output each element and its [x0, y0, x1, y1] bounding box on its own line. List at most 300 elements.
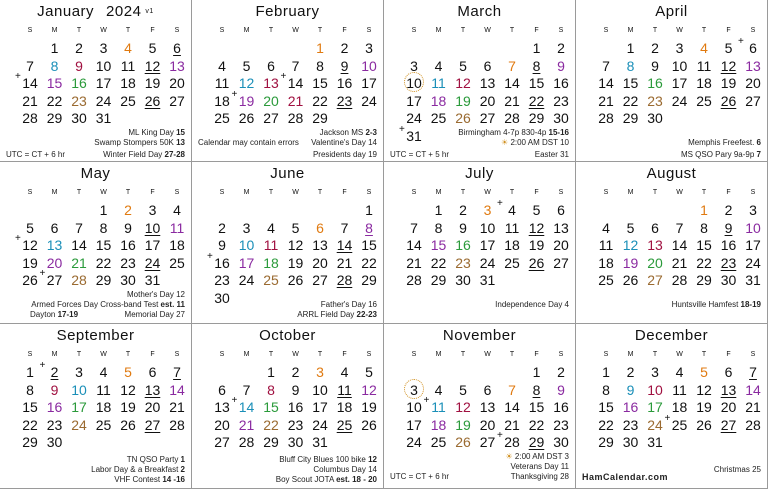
weekday-label: S	[603, 189, 609, 196]
day-cell: 4	[173, 202, 181, 218]
day-cell: 19	[528, 237, 545, 253]
day-cell: 25	[263, 272, 279, 288]
weekday-label: S	[750, 189, 756, 196]
day-cell: + 2	[43, 364, 67, 380]
day-cell: 15	[22, 399, 38, 415]
day-cell: 29	[22, 434, 38, 450]
day-cell: 12	[120, 381, 136, 398]
day-cell: 3	[675, 40, 684, 56]
weekday-label: T	[509, 189, 515, 196]
day-cell: 12	[696, 381, 712, 398]
day-cell: 3	[148, 202, 157, 218]
day-cell: 30	[46, 434, 63, 450]
day-cell: 5	[365, 364, 373, 380]
day-cell: 7	[602, 57, 610, 74]
day-cell: 10	[479, 219, 496, 236]
day-cell: 29	[528, 434, 545, 450]
day-cell: 21	[406, 254, 422, 271]
day-cell: 6	[148, 364, 157, 380]
day-cell: 10	[402, 75, 426, 91]
day-cell: 5	[459, 57, 467, 74]
day-cell: 15	[95, 237, 112, 253]
weekday-label: S	[27, 27, 33, 34]
month-title: August	[646, 165, 697, 182]
day-cell: 24	[745, 254, 761, 271]
day-cell: 5	[724, 40, 733, 56]
day-cell: 8	[532, 57, 541, 74]
day-cell: 15	[430, 237, 447, 253]
month-title: February	[255, 3, 320, 20]
day-cell: 9	[75, 57, 83, 74]
day-cell: 20	[745, 75, 761, 91]
weekday-label: M	[435, 351, 442, 358]
day-cell: 10	[361, 57, 377, 74]
day-cell: 17	[312, 399, 328, 415]
day-cell: 18	[696, 75, 712, 91]
day-cell: 18	[430, 92, 447, 109]
day-cell: 28	[169, 416, 185, 433]
day-cell: 9	[291, 381, 300, 398]
day-cell: 22	[46, 92, 63, 109]
day-cell: 7	[508, 57, 516, 74]
day-cell: 6	[173, 40, 181, 56]
event-note: ARRL Field Day 22-23	[297, 310, 377, 319]
event-note: Bluff City Blues 100 bike 12	[279, 455, 377, 464]
day-cell: 2	[124, 202, 132, 218]
day-cell: 29	[361, 272, 377, 288]
day-cell: 30	[455, 272, 471, 288]
day-cell: 20	[647, 254, 663, 271]
day-cell: 20	[553, 237, 569, 253]
day-cell: 5	[26, 219, 34, 236]
day-cell: 25	[169, 254, 185, 271]
event-note: UTC = CT + 6 hr	[390, 472, 449, 481]
day-cell: 11	[169, 219, 185, 236]
day-cell: 22	[361, 254, 377, 271]
day-cell: 26	[455, 434, 471, 450]
weekday-label: W	[484, 27, 491, 34]
day-cell: 25	[430, 434, 447, 450]
weekday-label: M	[627, 189, 634, 196]
day-cell: 1	[267, 364, 275, 380]
weekday-label: F	[726, 351, 731, 358]
day-cell: 13	[479, 75, 496, 91]
day-cell: 17	[647, 399, 663, 415]
day-cell: 28	[745, 416, 761, 433]
day-cell: 4	[434, 381, 443, 398]
month-february	[192, 0, 384, 162]
event-note: Winter Field Day 27-28	[103, 150, 185, 159]
weekday-label: T	[125, 351, 131, 358]
month-april	[576, 0, 768, 162]
day-cell: 9	[218, 237, 226, 253]
day-cell: 9	[50, 381, 59, 398]
day-cell: + 31	[402, 128, 426, 144]
day-cell: 9	[724, 219, 733, 236]
weekday-label: M	[627, 27, 634, 34]
day-cell: 8	[267, 381, 275, 398]
day-cell: 16	[336, 75, 353, 91]
day-cell: 29	[430, 272, 447, 288]
day-cell: 7	[508, 381, 516, 398]
weekday-label: S	[366, 189, 372, 196]
day-cell: 14	[671, 237, 688, 253]
day-cell: + 19	[235, 93, 259, 109]
day-cell: 24	[361, 92, 377, 109]
day-cell: 15	[528, 75, 545, 91]
day-cell: 2	[291, 364, 300, 380]
day-cell: 7	[675, 219, 684, 236]
weekday-label: M	[627, 351, 634, 358]
day-cell: 4	[602, 219, 610, 236]
day-cell: 4	[700, 40, 708, 56]
event-note: Mother's Day 12	[127, 290, 185, 299]
month-title: July	[465, 165, 494, 182]
day-cell: 18	[95, 399, 112, 415]
weekday-label: W	[676, 351, 683, 358]
day-cell: 1	[602, 364, 610, 380]
day-cell: 21	[169, 399, 185, 415]
weekday-label: F	[150, 351, 155, 358]
day-cell: 28	[287, 110, 304, 126]
day-cell: 28	[504, 110, 520, 126]
day-cell: 26	[622, 272, 639, 288]
day-cell: 16	[553, 399, 569, 415]
weekday-label: S	[366, 351, 372, 358]
weekday-label: S	[750, 351, 756, 358]
day-cell: 11	[696, 57, 712, 74]
day-cell: 3	[651, 364, 659, 380]
day-cell: 23	[214, 272, 230, 288]
day-cell: 1	[434, 202, 443, 218]
weekday-label: M	[51, 351, 58, 358]
weekday-label: F	[342, 351, 347, 358]
day-cell: 29	[95, 272, 112, 288]
weekday-label: T	[317, 189, 323, 196]
month-title: June	[270, 165, 305, 182]
day-cell: 8	[700, 219, 708, 236]
day-cell: 8	[434, 219, 443, 236]
day-cell: + 6	[741, 40, 765, 56]
event-note: Jackson MS 2-3	[319, 128, 377, 137]
event-note: UTC = CT + 5 hr	[390, 150, 449, 159]
day-cell: 20	[263, 92, 279, 109]
weekday-label: S	[558, 27, 564, 34]
day-cell: 25	[120, 92, 136, 109]
day-cell: 3	[483, 202, 492, 218]
day-cell: 1	[365, 202, 373, 218]
weekday-label: T	[701, 351, 707, 358]
weekday-label: T	[460, 27, 466, 34]
day-cell: + 11	[427, 399, 451, 415]
day-cell: + 27	[43, 272, 67, 288]
day-cell: 17	[144, 237, 161, 253]
day-cell: 21	[22, 92, 38, 109]
day-cell: 10	[71, 381, 87, 398]
day-cell: 19	[120, 399, 136, 415]
weekday-label: F	[726, 27, 731, 34]
weekday-label: T	[268, 351, 274, 358]
day-cell: 7	[26, 57, 34, 74]
day-cell: 18	[169, 237, 185, 253]
event-note: ☀ 2:00 AM DST 10	[501, 138, 569, 147]
month-august	[576, 162, 768, 324]
day-cell: 13	[46, 237, 63, 253]
day-cell: 13	[479, 399, 496, 415]
day-cell: 3	[316, 364, 324, 380]
day-cell: 16	[287, 399, 304, 415]
day-cell: 27	[479, 110, 496, 126]
day-cell: 15	[361, 237, 377, 253]
day-cell: 3	[99, 40, 108, 56]
month-october	[192, 324, 384, 489]
weekday-label: S	[174, 189, 180, 196]
weekday-label: M	[51, 27, 58, 34]
day-cell: 6	[483, 57, 492, 74]
day-cell: 28	[238, 434, 255, 450]
day-cell: 8	[99, 219, 108, 236]
day-cell: 11	[431, 75, 446, 91]
day-cell: 15	[46, 75, 63, 91]
day-cell: 31	[95, 110, 112, 126]
day-cell: 31	[144, 272, 161, 288]
day-cell: 5	[242, 57, 251, 74]
dst-sun-icon: ☀	[505, 452, 515, 461]
day-cell: 26	[720, 92, 737, 109]
event-note: Swamp Stompers 50K 13	[94, 138, 185, 147]
day-cell: 22	[622, 92, 639, 109]
weekday-label: M	[243, 351, 250, 358]
month-title: May	[80, 165, 111, 182]
day-cell: 1	[26, 364, 34, 380]
day-cell: 18	[430, 416, 447, 433]
day-cell: 25	[95, 416, 112, 433]
day-cell: 8	[26, 381, 34, 398]
day-cell: 30	[287, 434, 304, 450]
day-cell: 30	[647, 110, 663, 126]
weekday-label: F	[342, 189, 347, 196]
day-cell: 24	[671, 92, 688, 109]
weekday-label: W	[676, 189, 683, 196]
event-note: VHF Contest 14 -16	[114, 475, 185, 484]
day-cell: 8	[50, 57, 59, 74]
day-cell: 21	[504, 416, 520, 433]
day-cell: 10	[745, 219, 761, 236]
event-note: Birmingham 4-7p 830-4p 15-16	[458, 128, 569, 137]
weekday-label: F	[726, 189, 731, 196]
day-cell: 29	[528, 110, 545, 126]
day-cell: 24	[406, 434, 422, 450]
day-cell: 19	[696, 399, 712, 415]
day-cell: 4	[675, 364, 684, 380]
weekday-label: S	[27, 189, 33, 196]
day-cell: 19	[622, 254, 639, 271]
day-cell: 14	[598, 75, 614, 91]
month-march	[384, 0, 576, 162]
event-note: Memphis Freefest. 6	[688, 138, 761, 147]
weekday-label: S	[27, 351, 33, 358]
weekday-label: W	[292, 351, 299, 358]
day-cell: + 25	[668, 417, 692, 433]
weekday-label: F	[150, 27, 155, 34]
day-cell: 22	[696, 254, 712, 271]
event-note: TN QSO Party 1	[126, 455, 185, 464]
day-cell: 6	[218, 381, 226, 398]
weekday-label: S	[174, 351, 180, 358]
day-cell: 6	[50, 219, 59, 236]
day-cell: 23	[46, 416, 63, 433]
day-cell: 2	[724, 202, 733, 218]
day-cell: 17	[95, 75, 112, 91]
day-cell: 24	[238, 272, 255, 288]
day-cell: 17	[238, 254, 255, 271]
day-cell: 15	[622, 75, 639, 91]
event-note: Easter 31	[534, 150, 569, 159]
day-cell: 25	[598, 272, 614, 288]
day-cell: 12	[144, 57, 161, 74]
day-cell: 11	[504, 219, 520, 236]
day-cell: 6	[483, 381, 492, 398]
day-cell: 3	[410, 57, 418, 74]
day-cell: 24	[406, 110, 422, 126]
day-cell: + 4	[500, 202, 524, 218]
month-may	[0, 162, 192, 324]
event-note: Independence Day 4	[495, 300, 569, 309]
event-note: Thanksgiving 28	[510, 472, 569, 481]
day-cell: 5	[124, 364, 132, 380]
weekday-label: W	[100, 189, 107, 196]
day-cell: 18	[504, 237, 520, 253]
day-cell: 23	[120, 254, 136, 271]
day-cell: 23	[553, 416, 569, 433]
day-cell: 11	[672, 381, 687, 398]
day-cell: 19	[455, 92, 471, 109]
day-cell: 31	[745, 272, 761, 288]
day-cell: 11	[96, 381, 111, 398]
day-cell: 26	[238, 110, 255, 126]
day-cell: 8	[626, 57, 635, 74]
day-cell: 2	[557, 40, 565, 56]
day-cell: 1	[700, 202, 708, 218]
day-cell: 8	[602, 381, 610, 398]
day-cell: 23	[647, 92, 663, 109]
day-cell: 16	[720, 237, 737, 253]
day-cell: 30	[720, 272, 737, 288]
day-cell: 24	[144, 254, 161, 271]
day-cell: 27	[214, 434, 230, 450]
day-cell: 13	[214, 399, 230, 415]
day-cell: 23	[553, 92, 569, 109]
day-cell: 27	[169, 92, 185, 109]
day-cell: 25	[336, 416, 353, 433]
day-cell: 6	[267, 57, 275, 74]
day-cell: 20	[214, 416, 230, 433]
weekday-label: M	[435, 189, 442, 196]
day-cell: + 12	[18, 237, 42, 253]
day-cell: 11	[120, 57, 136, 74]
weekday-label: T	[652, 351, 658, 358]
day-cell: 13	[312, 237, 328, 253]
event-note: Memorial Day 27	[124, 310, 185, 319]
event-note: Boy Scout JOTA est. 18 - 20	[275, 475, 377, 484]
day-cell: 18	[120, 75, 136, 91]
day-cell: 26	[120, 416, 136, 433]
weekday-label: S	[219, 189, 225, 196]
weekday-label: T	[701, 189, 707, 196]
day-cell: 15	[528, 399, 545, 415]
day-cell: 26	[455, 110, 471, 126]
day-cell: 27	[720, 416, 737, 433]
day-cell: 27	[144, 416, 161, 433]
weekday-label: T	[460, 189, 466, 196]
weekday-label: T	[317, 27, 323, 34]
day-cell: 14	[71, 237, 87, 253]
day-cell: 3	[402, 382, 426, 398]
day-cell: 14	[336, 237, 353, 253]
weekday-label: S	[411, 27, 417, 34]
day-cell: 6	[651, 219, 659, 236]
weekday-label: T	[76, 27, 82, 34]
weekday-label: S	[219, 27, 225, 34]
day-cell: 29	[696, 272, 712, 288]
day-cell: 22	[22, 416, 38, 433]
weekday-label: S	[603, 351, 609, 358]
day-cell: 16	[455, 237, 471, 253]
day-cell: 12	[622, 237, 639, 253]
weekday-label: M	[51, 189, 58, 196]
day-cell: 7	[291, 57, 300, 74]
day-cell: 30	[622, 434, 639, 450]
day-cell: 1	[316, 40, 324, 56]
day-cell: 24	[647, 416, 663, 433]
weekday-label: W	[100, 351, 107, 358]
day-cell: 23	[622, 416, 639, 433]
day-cell: 13	[745, 57, 761, 74]
day-cell: 9	[459, 219, 467, 236]
event-note: Christmas 25	[713, 465, 761, 474]
day-cell: 10	[671, 57, 688, 74]
day-cell: 26	[361, 416, 377, 433]
day-cell: 22	[95, 254, 112, 271]
day-cell: 5	[459, 381, 467, 398]
day-cell: 2	[218, 219, 226, 236]
day-cell: 27	[312, 272, 328, 288]
weekday-label: M	[435, 27, 442, 34]
day-cell: 26	[287, 272, 304, 288]
day-cell: 18	[263, 254, 279, 271]
day-cell: 19	[455, 416, 471, 433]
day-cell: 3	[242, 219, 251, 236]
day-cell: 28	[71, 272, 87, 288]
event-note: Columbus Day 14	[313, 465, 377, 474]
day-cell: 27	[263, 110, 279, 126]
day-cell: 25	[214, 110, 230, 126]
day-cell: 5	[291, 219, 300, 236]
day-cell: 15	[263, 399, 279, 415]
day-cell: 1	[50, 40, 59, 56]
day-cell: 26	[22, 272, 38, 288]
day-cell: 28	[671, 272, 688, 288]
brand-link[interactable]: HamCalendar.com	[582, 472, 669, 482]
weekday-label: T	[317, 351, 323, 358]
day-cell: 13	[169, 57, 185, 74]
weekday-label: F	[534, 351, 539, 358]
weekday-label: T	[268, 27, 274, 34]
day-cell: 13	[553, 219, 569, 236]
day-cell: 20	[312, 254, 328, 271]
day-cell: 17	[479, 237, 496, 253]
day-cell: 7	[340, 219, 349, 236]
